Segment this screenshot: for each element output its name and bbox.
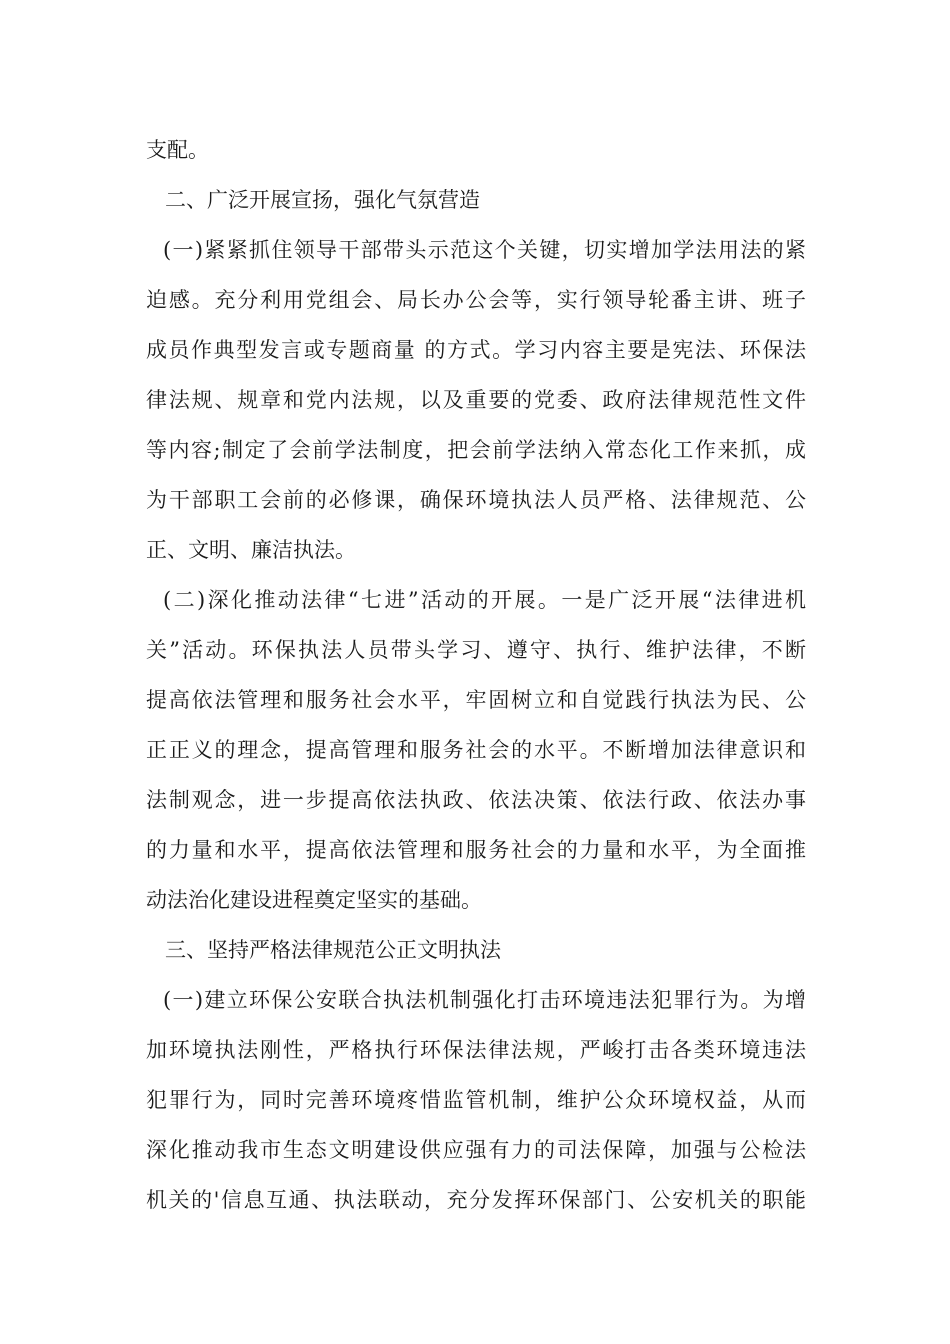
text-line: 支配。 (146, 138, 209, 162)
text-line: 提高依法管理和服务社会水平，牢固树立和自觉践行执法为民、公 (146, 688, 806, 712)
text-line: 机关的'信息互通、执法联动，充分发挥环保部门、公安机关的职能 (146, 1188, 806, 1212)
text-line: 法制观念，进一步提高依法执政、依法决策、依法行政、依法办事 (146, 788, 806, 812)
text-line: 等内容;制定了会前学法制度，把会前学法纳入常态化工作来抓，成 (146, 438, 806, 462)
text-line: 迫感。充分利用党组会、局长办公会等，实行领导轮番主讲、班子 (146, 288, 806, 312)
text-line: 成员作典型发言或专题商量 的方式。学习内容主要是宪法、环保法 (146, 338, 806, 362)
text-line: 为干部职工会前的必修课，确保环境执法人员严格、法律规范、公 (146, 488, 806, 512)
text-line: 深化推动我市生态文明建设供应强有力的司法保障，加强与公检法 (146, 1138, 806, 1162)
text-line: 正正义的理念，提高管理和服务社会的水平。不断增加法律意识和 (146, 738, 806, 762)
text-line: 的力量和水平，提高依法管理和服务社会的力量和水平，为全面推 (146, 838, 806, 862)
text-line: 动法治化建设进程奠定坚实的基础。 (146, 888, 482, 912)
section-heading: 二、广泛开展宣扬，强化气氛营造 (165, 188, 480, 212)
text-line: 关”活动。环保执法人员带头学习、遵守、执行、维护法律，不断 (146, 638, 806, 662)
text-line: (一)紧紧抓住领导干部带头示范这个关键，切实增加学法用法的紧 (163, 238, 806, 262)
text-line: (二)深化推动法律“七进”活动的开展。一是广泛开展“法律进机 (163, 588, 806, 612)
text-line: 犯罪行为，同时完善环境疼惜监管机制，维护公众环境权益，从而 (146, 1088, 806, 1112)
text-line: 正、文明、廉洁执法。 (146, 538, 356, 562)
text-line: 加环境执法刚性，严格执行环保法律法规，严峻打击各类环境违法 (146, 1038, 806, 1062)
text-line: (一)建立环保公安联合执法机制强化打击环境违法犯罪行为。为增 (163, 988, 806, 1012)
section-heading: 三、坚持严格法律规范公正文明执法 (165, 938, 501, 962)
text-line: 律法规、规章和党内法规，以及重要的党委、政府法律规范性文件 (146, 388, 806, 412)
